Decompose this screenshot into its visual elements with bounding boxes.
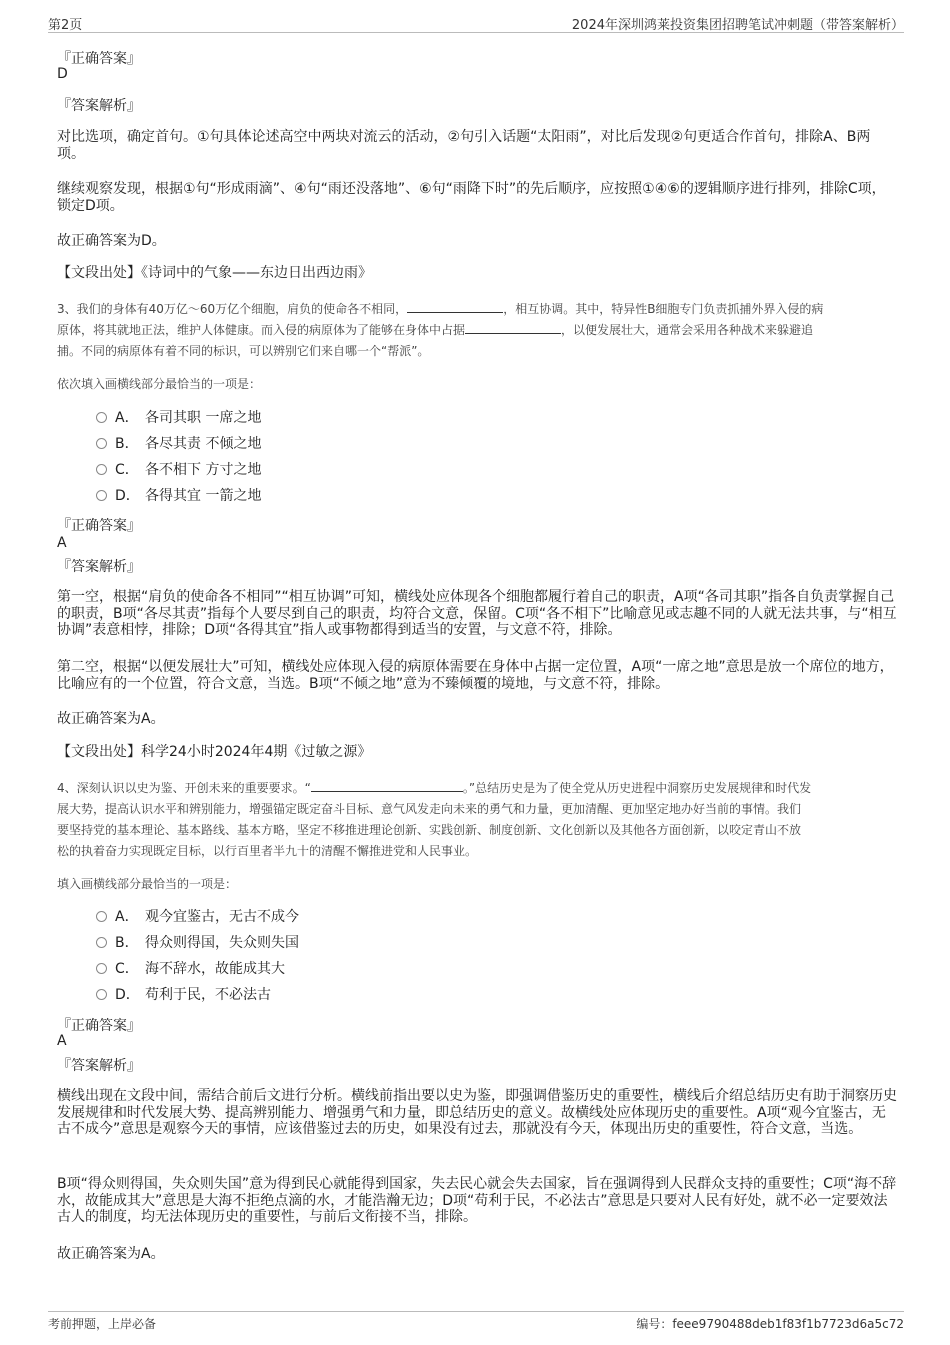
q2-analysis-para-2: 继续观察发现，根据①句“形成雨滴”、④句“雨还没落地”、⑥句“雨降下时”的先后顺序，应按照①④⑥的逻辑顺序进行排列，排除C项，锁定D项。	[57, 181, 886, 214]
radio-icon[interactable]	[96, 464, 107, 475]
q4-conclusion: 故正确答案为A。	[57, 1246, 165, 1262]
page-header	[48, 14, 904, 33]
q4-correct-answer-label: 『正确答案』	[57, 1018, 141, 1034]
q3-option-c[interactable]: C． 各不相下 方寸之地	[96, 460, 261, 480]
radio-icon[interactable]	[96, 989, 107, 1000]
document-code: 编号：feee9790488deb1f83f1b7723d6a5c72	[636, 1317, 904, 1331]
q3-question-text: 3、我们的身体有40万亿～60万亿个细胞，肩负的使命各不相同， ，相互协调。其中，特异性B细胞专门负责抓捕外界入侵的病 原体，将其就地正法，维护人体健康。而入侵的病原体为了能够在身体中占据 ，以便发展壮大，通常会采用各种战术来躲避追 捕。不同的病原体有着不同的标识，可以辨别它们来自哪一个“帮派”。	[57, 302, 824, 358]
q3-option-d[interactable]: D． 各得其宜 一箭之地	[96, 486, 261, 506]
q4-option-a[interactable]: A． 观今宜鉴古，无古不成今	[96, 907, 299, 927]
q3-option-b[interactable]: B． 各尽其责 不倾之地	[96, 434, 261, 454]
q2-analysis-label: 『答案解析』	[57, 98, 141, 114]
page-number: 第2页	[48, 18, 83, 33]
radio-icon[interactable]	[96, 490, 107, 501]
q2-correct-answer-label: 『正确答案』	[57, 51, 141, 67]
q3-analysis-para-1: 第一空，根据“肩负的使命各不相同”“相互协调”可知，横线处应体现各个细胞都履行着自己的职责，A项“各司其职”指各自负责掌握自己的职责，B项“各尽其责”指每个人要尽到自己的职责，均符合文意，保留。C项“各不相下”比喻意见或志趣不同的人就无法共事，与“相互协调”表意相悖，排除；D项“各得其宜”指人或事物都得到适当的安置，与文意不符，排除。	[57, 589, 897, 638]
q3-conclusion: 故正确答案为A。	[57, 711, 165, 727]
radio-icon[interactable]	[96, 412, 107, 423]
q4-question-text: 4、深刻认识以史为鉴、开创未来的重要要求。“ 。”总结历史是为了使全党从历史进程中洞察历史发展规律和时代发 展大势，提高认识水平和辨别能力，增强锚定既定奋斗目标、意气风发走向未来的勇气和力量，更加清醒、更加坚定地办好当前的事情。我们 要坚持党的基本理论、基本路线、基本方略，坚定不移推进理论创新、实践创新、制度创新、文化创新以及其他各方面创新，以咬定青山不放 松的执着奋力实现既定目标，以行百里者半九十的清醒不懈推进党和人民事业。	[57, 781, 812, 858]
q2-analysis-para-1: 对比选项，确定首句。①句具体论述高空中两块对流云的活动，②句引入话题“太阳雨”，对比后发现②句更适合作首句，排除A、B两项。	[57, 129, 871, 162]
radio-icon[interactable]	[96, 911, 107, 922]
q2-source: 【文段出处】《诗词中的气象——东边日出西边雨》	[57, 265, 372, 281]
q4-prompt: 填入画横线部分最恰当的一项是：	[57, 877, 238, 891]
q3-option-a[interactable]: A． 各司其职 一席之地	[96, 408, 261, 428]
radio-icon[interactable]	[96, 963, 107, 974]
q3-blank-2	[465, 321, 561, 334]
q4-analysis-para-2: B项“得众则得国，失众则失国”意为得到民心就能得到国家，失去民心就会失去国家，旨在强调得到人民群众支持的重要性；C项“海不辞水，故能成其大”意思是大海不拒绝点滴的水，才能浩瀚无边；D项“苟利于民，不必法古”意思是只要对人民有好处，就不必一定要效法古人的制度，均无法体现历史的重要性，与前后文衔接不当，排除。	[57, 1176, 897, 1225]
q4-analysis-para-1: 横线出现在文段中间，需结合前后文进行分析。横线前指出要以史为鉴，即强调借鉴历史的重要性，横线后介绍总结历史有助于洞察历史发展规律和时代发展大势、提高辨别能力、增强勇气和力量，即总结历史的意义。故横线处应体现历史的重要性。A项“观今宜鉴古，无古不成今”意思是观察今天的事情，应该借鉴过去的历史，如果没有过去，那就没有今天，体现出历史的重要性，符合文意，当选。	[57, 1088, 897, 1137]
footer-slogan: 考前押题，上岸必备	[48, 1317, 157, 1331]
q4-blank	[311, 779, 463, 792]
page-footer	[48, 1311, 904, 1332]
q3-prompt: 依次填入画横线部分最恰当的一项是：	[57, 377, 262, 391]
radio-icon[interactable]	[96, 937, 107, 948]
q3-blank-1	[407, 300, 503, 313]
q4-analysis-label: 『答案解析』	[57, 1058, 141, 1074]
q3-source: 【文段出处】科学24小时2024年4期《过敏之源》	[57, 744, 372, 760]
q3-correct-answer-label: 『正确答案』	[57, 518, 141, 534]
q3-analysis-para-2: 第二空，根据“以便发展壮大”可知，横线处应体现入侵的病原体需要在身体中占据一定位置，A项“一席之地”意思是放一个席位的地方，比喻应有的一个位置，符合文意，当选。B项“不倾之地”意为不臻倾覆的境地，与文意不符，排除。	[57, 659, 894, 692]
q4-option-d[interactable]: D． 苟利于民，不必法古	[96, 985, 271, 1005]
q3-analysis-label: 『答案解析』	[57, 559, 141, 575]
q4-option-b[interactable]: B． 得众则得国，失众则失国	[96, 933, 299, 953]
q4-option-c[interactable]: C． 海不辞水，故能成其大	[96, 959, 285, 979]
q3-answer: A	[57, 535, 67, 551]
q4-answer: A	[57, 1033, 67, 1049]
radio-icon[interactable]	[96, 438, 107, 449]
document-title: 2024年深圳鸿莱投资集团招聘笔试冲刺题（带答案解析）	[571, 18, 904, 33]
q2-conclusion: 故正确答案为D。	[57, 233, 166, 249]
q2-answer: D	[57, 66, 68, 82]
